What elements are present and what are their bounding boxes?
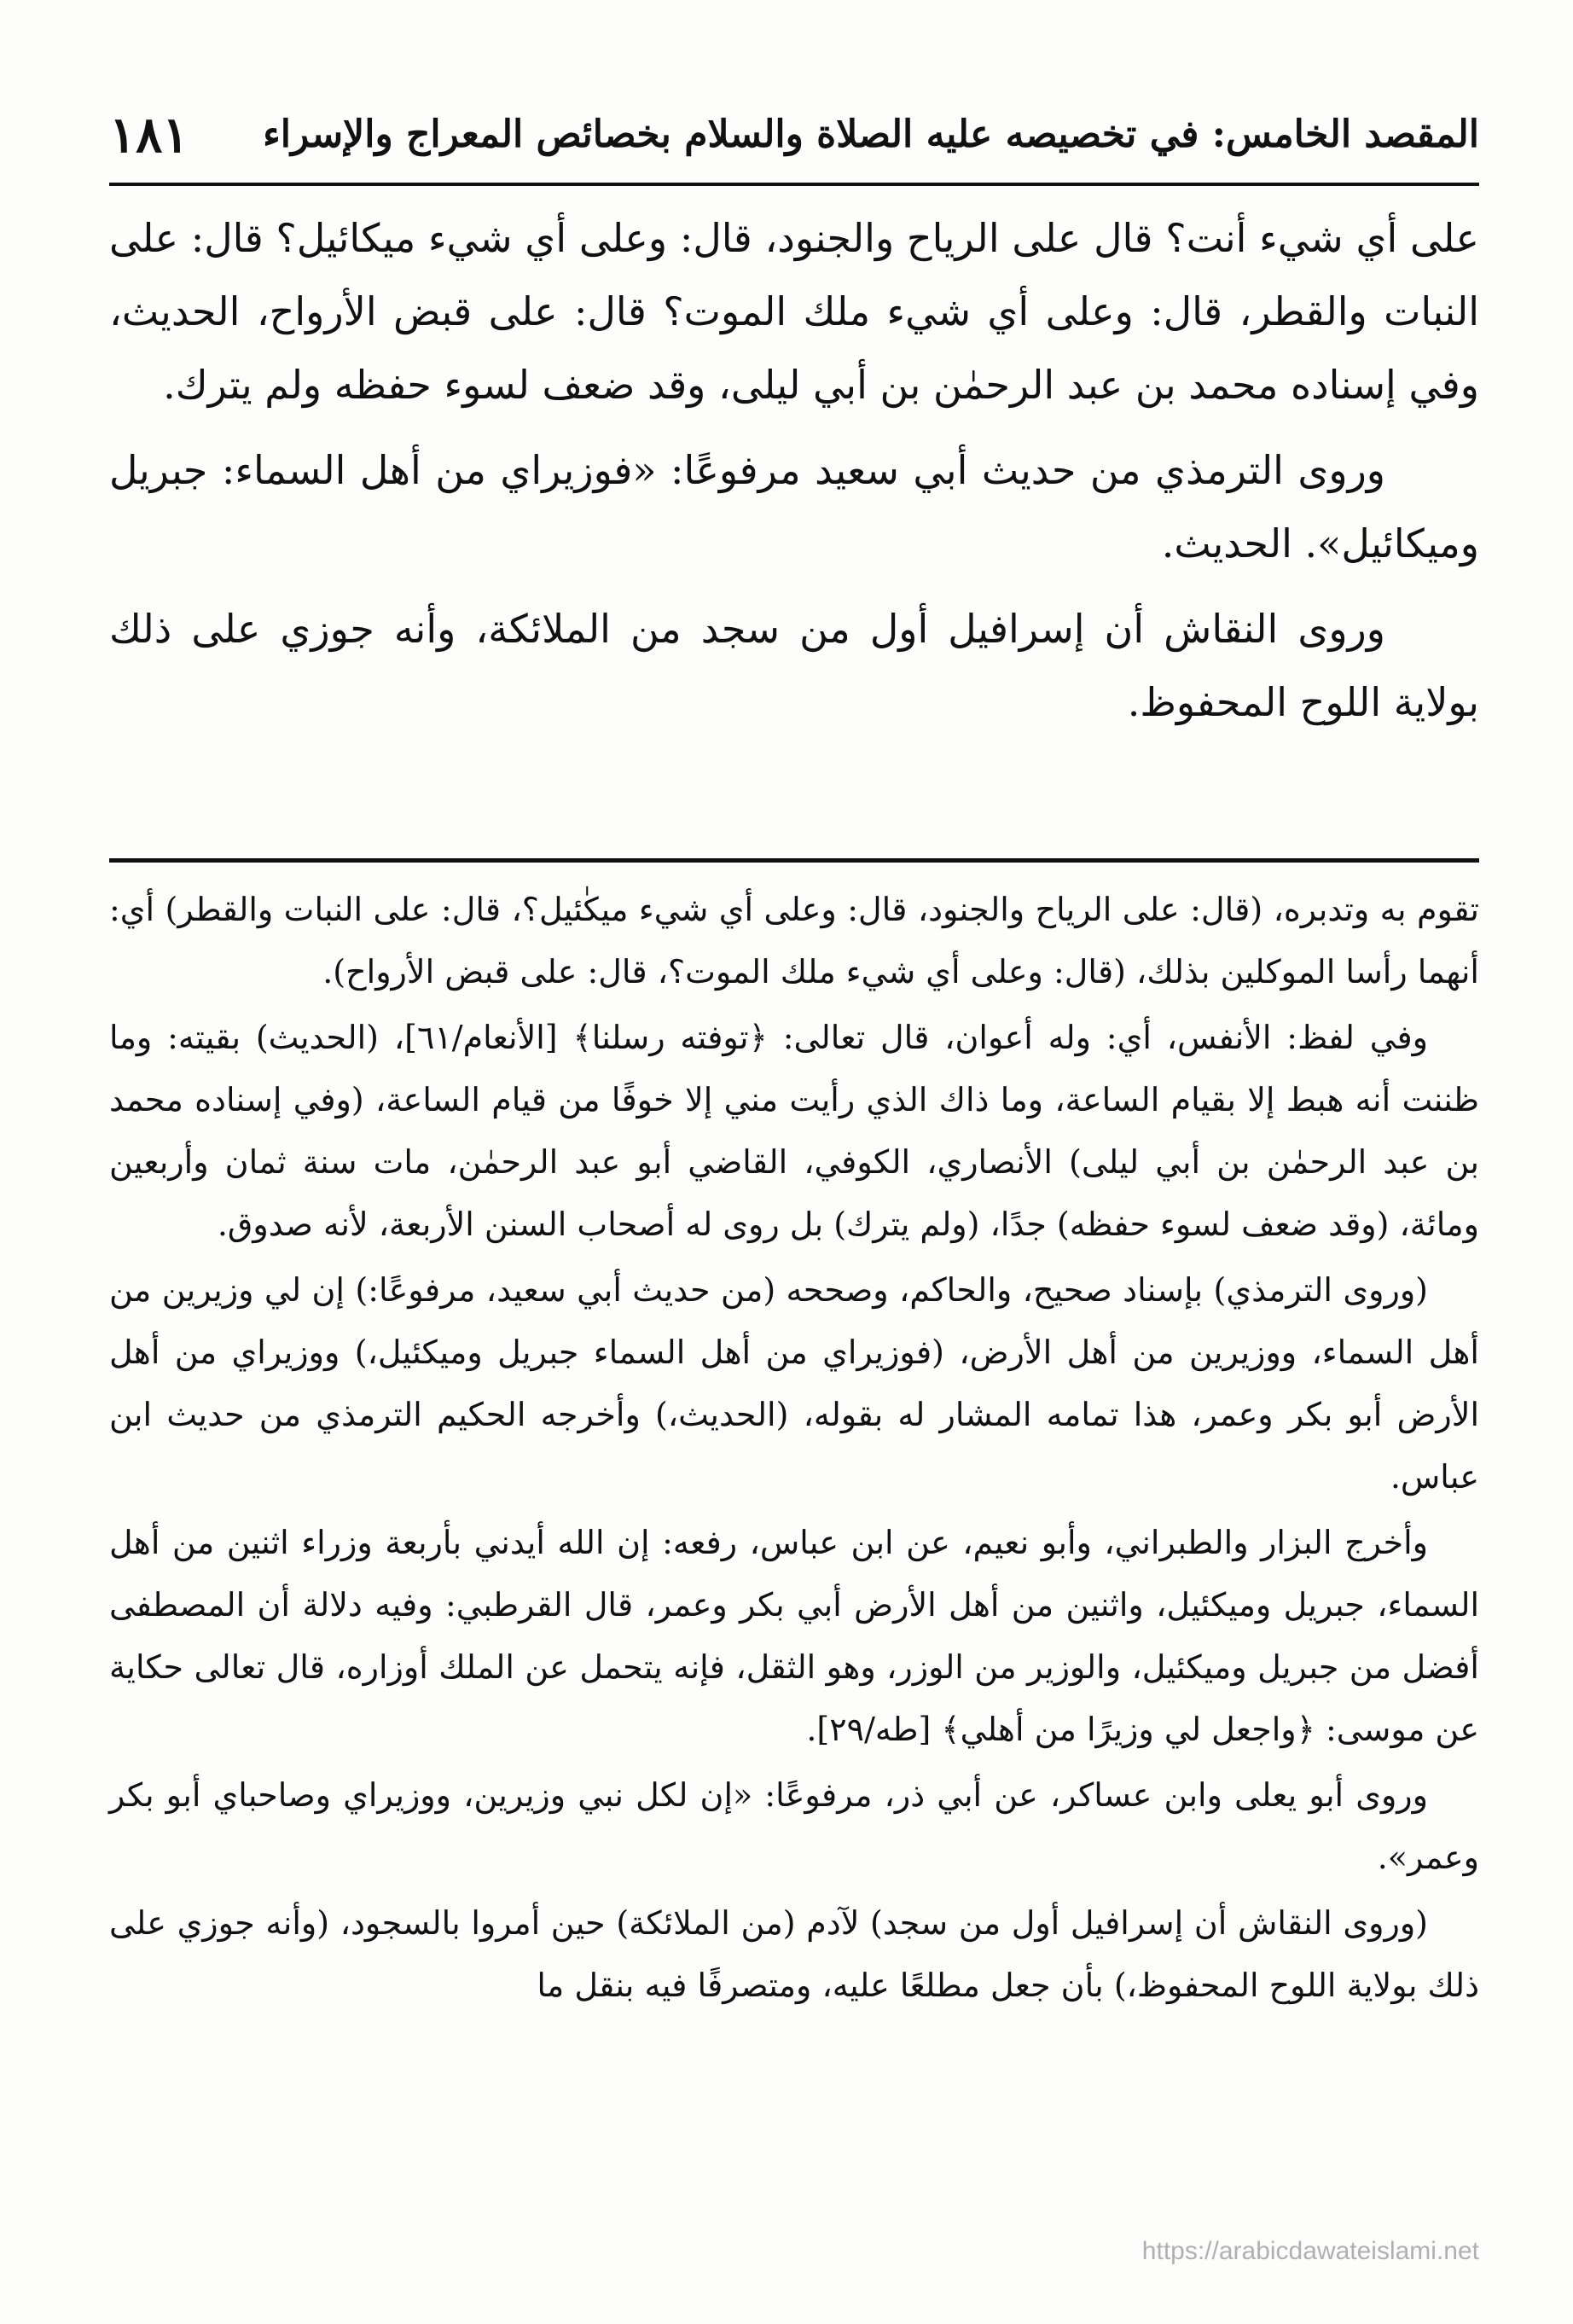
commentary-divider [109, 858, 1479, 863]
watermark-url: https://arabicdawateislami.net [1141, 2237, 1479, 2265]
commentary-paragraph: وفي لفظ: الأنفس، أي: وله أعوان، قال تعالى: ﴿توفته رسلنا﴾ [الأنعام/٦١]، (الحديث) بقيته: وما ظننت أنه هبط إلا بقيام الساعة، وما ذاك الذي رأيت مني إلا خوفًا من قيام الساعة، (وفي إسناده محمد بن عبد الرحمٰن بن أبي ليلى) الأنصاري، الكوفي، القاضي أبو عبد الرحمٰن، مات سنة ثمان وأربعين ومائة، (وقد ضعف لسوء حفظه) جدًا، (ولم يترك) بل روى له أصحاب السنن الأربعة، لأنه صدوق. [109, 1019, 1479, 1243]
main-paragraph: على أي شيء أنت؟ قال على الرياح والجنود، قال: وعلى أي شيء ميكائيل؟ قال: على النبات والقطر، قال: وعلى أي شيء ملك الموت؟ قال: على قبض الأرواح، الحديث، وفي إسناده محمد بن عبد الرحمٰن بن أبي ليلى، وقد ضعف لسوء حفظه ولم يترك. [109, 215, 1479, 408]
header-divider [109, 183, 1479, 186]
main-text [109, 201, 1479, 751]
main-paragraph: وروى الترمذي من حديث أبي سعيد مرفوعًا: «فوزيراي من أهل السماء: جبريل وميكائيل». الحديث. [109, 447, 1479, 566]
commentary-paragraph: تقوم به وتدبره، (قال: على الرياح والجنود، قال: وعلى أي شيء ميكٰئيل؟، قال: على النبات والقطر) أي: أنهما رأسا الموكلين بذلك، (قال: وعلى أي شيء ملك الموت؟، قال: على قبض الأرواح). [109, 891, 1479, 991]
commentary-paragraph: وروى أبو يعلى وابن عساكر، عن أبي ذر، مرفوعًا: «إن لكل نبي وزيرين، ووزيراي وصاحباي أبو بكر وعمر». [109, 1776, 1479, 1876]
page-number: ١٨١ [109, 106, 189, 164]
commentary-text [109, 879, 1479, 2020]
chapter-title: المقصد الخامس: في تخصيصه عليه الصلاة والسلام بخصائص المعراج والإسراء [263, 113, 1479, 156]
running-header [109, 101, 1479, 177]
commentary-paragraph: وأخرج البزار والطبراني، وأبو نعيم، عن ابن عباس، رفعه: إن الله أيدني بأربعة وزراء اثنين من أهل السماء، جبريل وميكئيل، واثنين من أهل الأرض أبي بكر وعمر، قال القرطبي: وفيه دلالة أن المصطفى أفضل من جبريل وميكئيل، والوزير من الوزر، وهو الثقل، فإنه يتحمل عن الملك أوزاره، قال تعالى حكاية عن موسى: ﴿واجعل لي وزيرًا من أهلي﴾ [طه/٢٩]. [109, 1524, 1479, 1748]
commentary-paragraph: (وروى الترمذي) بإسناد صحيح، والحاكم، وصححه (من حديث أبي سعيد، مرفوعًا:) إن لي وزيرين من أهل السماء، ووزيرين من أهل الأرض، (فوزيراي من أهل السماء جبريل وميكئيل،) ووزيراي من أهل الأرض أبو بكر وعمر، هذا تمامه المشار له بقوله، (الحديث،) وأخرجه الحكيم الترمذي من حديث ابن عباس. [109, 1271, 1479, 1496]
main-paragraph: وروى النقاش أن إسرافيل أول من سجد من الملائكة، وأنه جوزي على ذلك بولاية اللوح المحفوظ. [109, 606, 1479, 725]
commentary-paragraph: (وروى النقاش أن إسرافيل أول من سجد) لآدم (من الملائكة) حين أمروا بالسجود، (وأنه جوزي على ذلك بولاية اللوح المحفوظ،) بأن جعل مطلعًا عليه، ومتصرفًا فيه بنقل ما [109, 1904, 1479, 2004]
